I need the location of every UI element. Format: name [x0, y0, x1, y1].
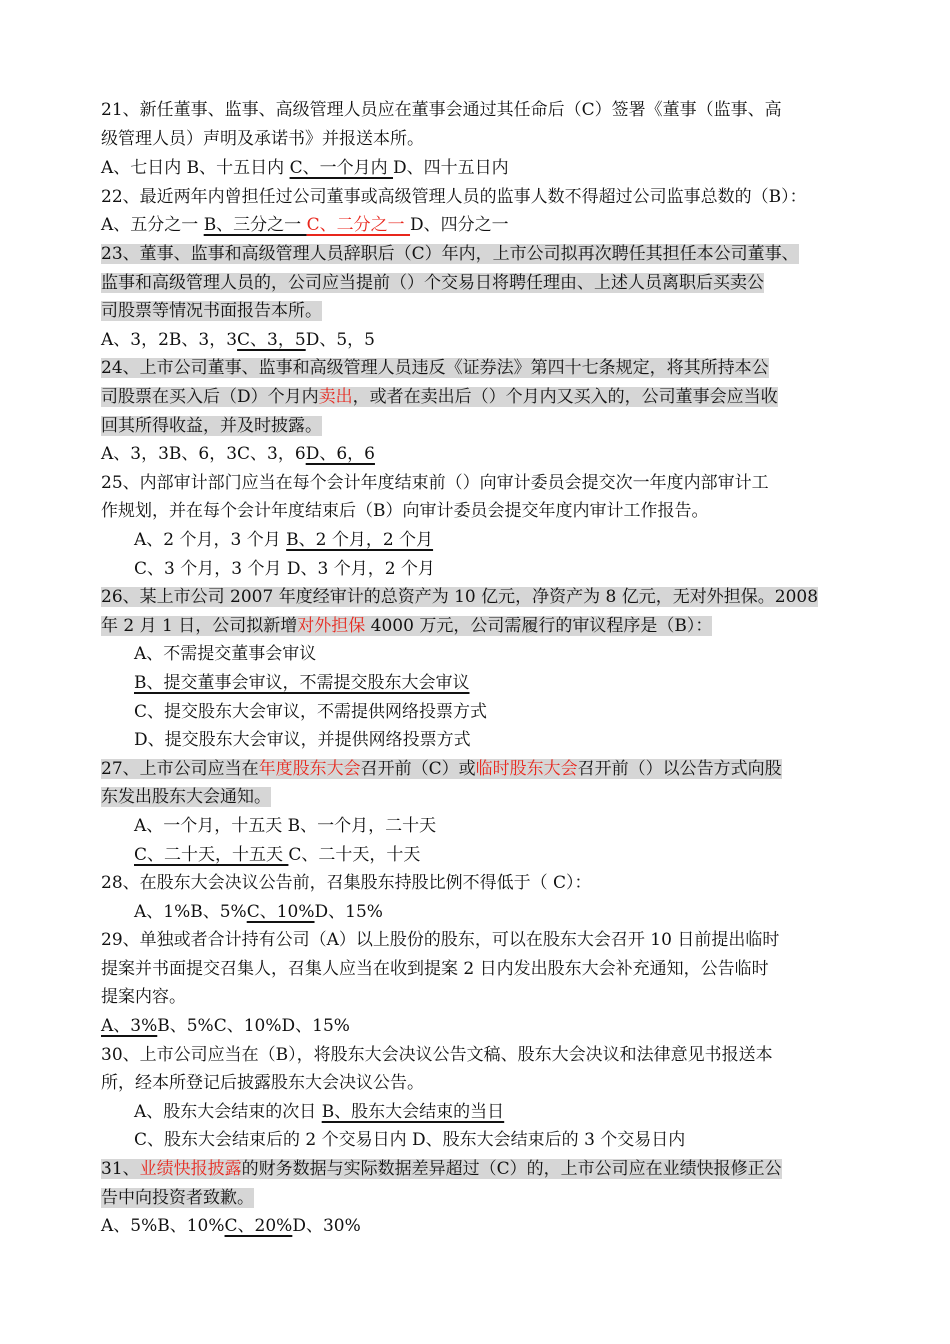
q29-stem-line-2: 提案并书面提交召集人，召集人应当在收到提案 2 日内发出股东大会补充通知，公告临时: [101, 959, 769, 979]
q26-stem-line-1: 26、某上市公司 2007 年度经审计的总资产为 10 亿元，净资产为 8 亿元，无对外担保。2008: [101, 587, 819, 607]
q24-stem-line-2: 司股票在买入后（D）个月内卖出，或者在卖出后（）个月内又买入的，公司董事会应当收: [101, 387, 778, 407]
q24-options: A、3，3B、6，3C、3，6D、6，6: [101, 444, 375, 464]
q29-stem-line-1: 29、单独或者合计持有公司（A）以上股份的股东，可以在股东大会召开 10 日前提出临时: [101, 930, 780, 950]
q25-answer: B、2 个月，2 个月: [286, 530, 434, 550]
q26-option-c: C、提交股东大会审议，不需提供网络投票方式: [134, 702, 488, 722]
q23-stem-line-1: 23、董事、监事和高级管理人员辞职后（C）年内，上市公司拟再次聘任其担任本公司董事、: [101, 244, 799, 264]
q29-stem-line-3: 提案内容。: [101, 987, 186, 1007]
q27-answer: C、二十天，十五天: [134, 845, 289, 865]
q26-option-a: A、不需提交董事会审议: [134, 644, 317, 664]
q26-answer: B、提交董事会审议，不需提交股东大会审议: [134, 673, 470, 693]
q27-stem-line-2: 东发出股东大会通知。: [101, 787, 271, 807]
q21-stem-line-1: 21、新任董事、监事、高级管理人员应在董事会通过其任命后（C）签署《董事（监事、高: [101, 100, 782, 120]
q23-stem-line-3: 司股票等情况书面报告本所。: [101, 301, 322, 321]
q24-stem-line-1: 24、上市公司董事、监事和高级管理人员违反《证券法》第四十七条规定，将其所持本公: [101, 358, 769, 378]
q27-stem-line-1: 27、上市公司应当在年度股东大会召开前（C）或临时股东大会召开前（）以公告方式向股: [101, 759, 782, 779]
q29-answer: A、3%: [101, 1016, 158, 1036]
q31-stem-line-1: 31、业绩快报披露的财务数据与实际数据差异超过（C）的，上市公司应在业绩快报修正公: [101, 1159, 782, 1179]
q22-options: A、五分之一 B、三分之一 C、二分之一 D、四分之一: [101, 215, 509, 235]
q23-answer: C、3，5: [237, 330, 306, 350]
q28-answer: C、10%: [246, 902, 315, 922]
q30-stem-line-2: 所，经本所登记后披露股东大会决议公告。: [101, 1073, 424, 1093]
q23-options: A、3，2B、3，3C、3，5D、5，5: [101, 330, 375, 350]
q22-stem-line-1: 22、最近两年内曾担任过公司董事或高级管理人员的监事人数不得超过公司监事总数的（B）：: [101, 187, 807, 207]
q26-option-d: D、提交股东大会审议，并提供网络投票方式: [134, 730, 471, 750]
q26-option-b: [134, 670, 470, 696]
q30-options-line-1: A、股东大会结束的次日 B、股东大会结束的当日: [134, 1102, 505, 1122]
q23-stem-line-2: 监事和高级管理人员的，公司应当提前（）个交易日将聘任理由、上述人员离职后买卖公: [101, 273, 764, 293]
q24-stem-line-3: 回其所得收益，并及时披露。: [101, 416, 322, 436]
q25-options-line-1: A、2 个月，3 个月 B、2 个月，2 个月: [134, 530, 434, 550]
q25-options-line-2: C、3 个月，3 个月 D、3 个月，2 个月: [134, 559, 435, 579]
q25-stem-line-1: 25、内部审计部门应当在每个会计年度结束前（）向审计委员会提交次一年度内部审计工: [101, 473, 769, 493]
q28-stem-line-1: 28、在股东大会决议公告前，召集股东持股比例不得低于（ C）：: [101, 873, 592, 893]
q25-stem-line-2: 作规划，并在每个会计年度结束后（B）向审计委员会提交年度内审计工作报告。: [101, 501, 709, 521]
q24-answer: D、6，6: [305, 444, 375, 464]
q27-options-line-2: C、二十天，十五天 C、二十天，十天: [134, 845, 421, 865]
q21-stem-line-2: 级管理人员）声明及承诺书》并报送本所。: [101, 129, 424, 149]
q22-answer: B、三分之一: [203, 215, 307, 235]
q26-stem-line-2: 年 2 月 1 日，公司拟新增对外担保 4000 万元，公司需履行的审议程序是（B）：: [101, 616, 713, 636]
q31-answer: C、20%: [224, 1216, 293, 1236]
q21-answer: C、一个月内: [289, 158, 393, 178]
q29-options: A、3%B、5%C、10%D、15%: [101, 1016, 350, 1036]
q21-options: A、七日内 B、十五日内 C、一个月内 D、四十五日内: [101, 158, 509, 178]
q31-stem-line-2: 告中向投资者致歉。: [101, 1188, 254, 1208]
q31-options: A、5%B、10%C、20%D、30%: [101, 1216, 361, 1236]
q30-stem-line-1: 30、上市公司应当在（B），将股东大会决议公告文稿、股东大会决议和法律意见书报送本: [101, 1045, 773, 1065]
q30-options-line-2: C、股东大会结束后的 2 个交易日内 D、股东大会结束后的 3 个交易日内: [134, 1130, 686, 1150]
q27-options-line-1: A、一个月，十五天 B、一个月，二十天: [134, 816, 437, 836]
q28-options: A、1%B、5%C、10%D、15%: [134, 902, 383, 922]
q30-answer: B、股东大会结束的当日: [321, 1102, 505, 1122]
